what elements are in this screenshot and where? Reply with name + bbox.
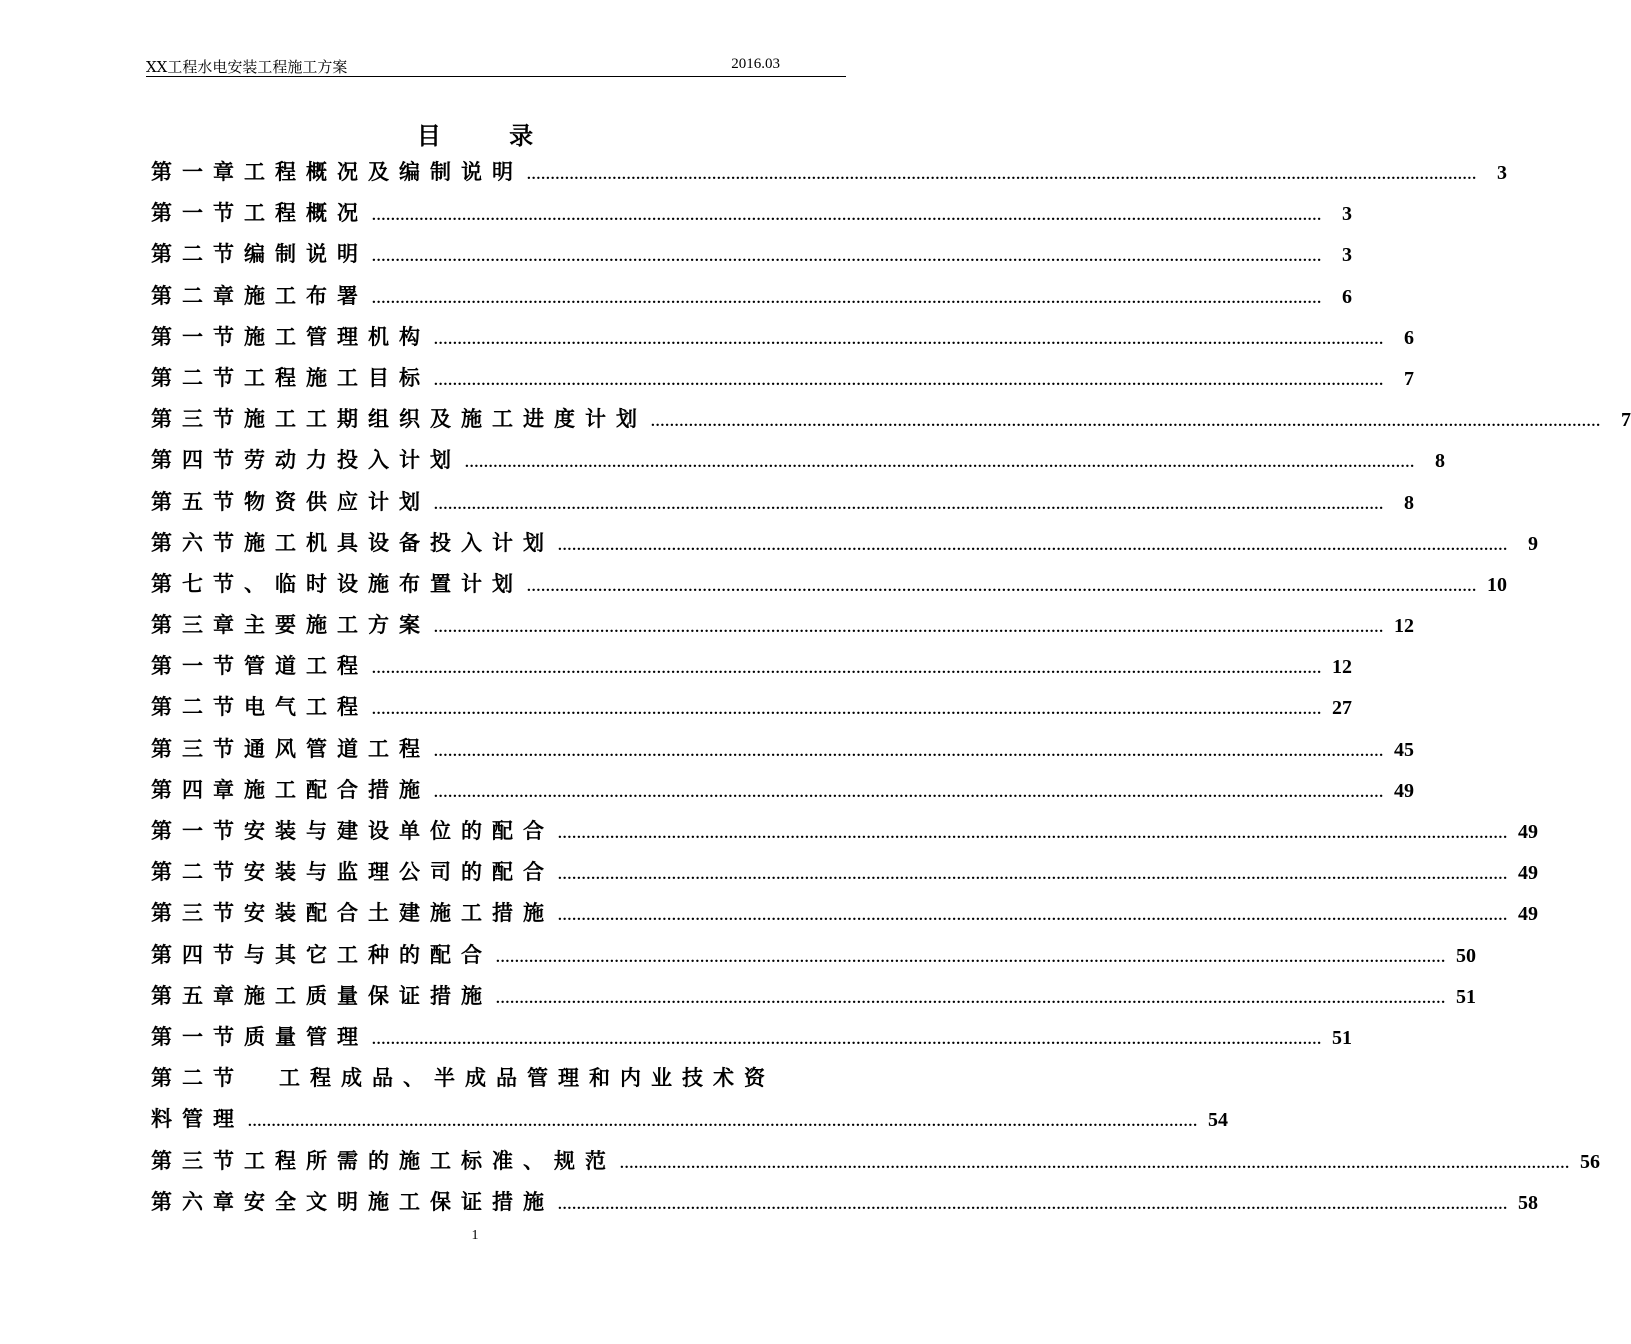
toc-entry-number: 第三节: [151, 735, 244, 761]
toc-entry-page: 45: [1394, 738, 1414, 761]
toc-entry-number: 第二节: [151, 364, 244, 390]
toc-entry[interactable]: [151, 686, 1352, 727]
page-header: [146, 56, 846, 77]
toc-entry[interactable]: [151, 1016, 1352, 1057]
toc-entry-text: 管道工程: [244, 653, 368, 679]
toc-entry-page: 3: [1497, 162, 1507, 184]
toc-leader-dots: ........................................................................................................................................................................................................: [527, 167, 1477, 183]
toc-entry-number: 第二章: [151, 282, 244, 308]
toc-entry-number: 第三节: [151, 406, 244, 432]
toc-entry-page: 8: [1404, 491, 1414, 514]
toc-entry-page: 7: [1404, 367, 1414, 390]
toc-entry[interactable]: [151, 522, 1538, 563]
page-number: 1: [471, 1228, 479, 1243]
toc-entry: [151, 1057, 846, 1098]
toc-entry-page: 51: [1456, 985, 1476, 1008]
toc-entry-number: 第二节: [151, 241, 244, 267]
toc-entry-page: 50: [1456, 944, 1476, 967]
toc-entry-page: 49: [1518, 903, 1538, 926]
toc-entry[interactable]: [151, 233, 1352, 274]
toc-entry-page: 3: [1342, 244, 1352, 267]
toc-leader-dots: ........................................................................................................................................................................................................: [651, 414, 1601, 431]
toc-entry-page: 12: [1332, 656, 1352, 679]
toc-leader-dots: ........................................................................................................................................................................................................: [558, 826, 1508, 842]
toc-entry-page: 3: [1342, 203, 1352, 226]
toc-entry[interactable]: [151, 275, 1352, 316]
toc-entry-page: 6: [1342, 285, 1352, 308]
toc-entry-number: 第三节: [151, 1147, 244, 1173]
toc-leader-dots: ........................................................................................................................................................................................................: [248, 1114, 1198, 1131]
toc-entry-text: 安装配合土建施工措施: [244, 900, 554, 926]
toc-entry[interactable]: [151, 192, 1352, 233]
toc-entry-continued: [151, 1098, 1228, 1139]
toc-entry-text: 施工配合措施: [244, 776, 430, 802]
toc-leader-dots: ........................................................................................................................................................................................................: [558, 1196, 1508, 1213]
toc-leader-dots: ........................................................................................................................................................................................................: [558, 867, 1508, 884]
toc-entry[interactable]: [151, 563, 1507, 604]
toc-entry-page: 54: [1208, 1109, 1228, 1132]
header-date: 2016.03: [731, 56, 780, 72]
toc-entry-page: 49: [1518, 862, 1538, 885]
toc-entry-number: 第五章: [151, 982, 244, 1008]
toc-entry-text: 电气工程: [244, 694, 368, 720]
toc-entry-number: 第一节: [151, 200, 244, 226]
toc-leader-dots: ........................................................................................................................................................................................................: [558, 908, 1508, 925]
toc-entry-number: 第四节: [151, 941, 244, 967]
toc-leader-dots: ........................................................................................................................................................................................................: [434, 620, 1384, 637]
toc-entry-page: 10: [1487, 573, 1507, 596]
toc-entry-page: 12: [1394, 615, 1414, 638]
toc-entry[interactable]: [151, 357, 1414, 398]
toc-leader-dots: ........................................................................................................................................................................................................: [372, 290, 1322, 307]
toc-entry[interactable]: [151, 728, 1414, 769]
toc-entry-text: 安装与建设单位的配合: [244, 818, 554, 843]
toc-entry-number: 第二节: [151, 1065, 244, 1091]
toc-entry-number: 第一节: [151, 818, 244, 843]
toc-leader-dots: ........................................................................................................................................................................................................: [496, 949, 1446, 966]
toc-entry[interactable]: [151, 481, 1414, 522]
toc-leader-dots: ........................................................................................................................................................................................................: [372, 702, 1322, 719]
toc-entry-number: 第七节、: [151, 570, 275, 596]
toc-entry-text: 工程概况: [244, 200, 368, 226]
toc-entry[interactable]: [151, 151, 1507, 192]
toc-entry-text: 工程所需的施工标准、规范: [244, 1147, 616, 1173]
toc-entry-text: 工程成品、半成品管理和内业技术资: [279, 1065, 775, 1091]
toc-entry-text: 质量管理: [244, 1023, 368, 1049]
toc-entry[interactable]: [151, 810, 1538, 851]
toc-entry-text: 工程概况及编制说明: [244, 159, 523, 184]
toc-entry-text: 安全文明施工保证措施: [244, 1188, 554, 1214]
toc-leader-dots: ........................................................................................................................................................................................................: [620, 1155, 1570, 1172]
toc-entry-text: 编制说明: [244, 241, 368, 267]
toc-entry[interactable]: [151, 892, 1538, 933]
toc-entry-number: 第五节: [151, 488, 244, 514]
toc-entry[interactable]: [151, 316, 1414, 357]
toc-entry-text: 施工管理机构: [244, 323, 430, 349]
toc-leader-dots: ........................................................................................................................................................................................................: [434, 372, 1384, 389]
header-title: XX工程水电安装工程施工方案: [146, 58, 348, 76]
toc-leader-dots: ........................................................................................................................................................................................................: [434, 496, 1384, 513]
toc-entry[interactable]: [151, 1181, 1538, 1222]
toc-entry-page: 49: [1394, 779, 1414, 802]
toc-entry-text: 物资供应计划: [244, 488, 430, 514]
toc-entry-text: 施工布署: [244, 282, 368, 308]
toc-leader-dots: ........................................................................................................................................................................................................: [558, 537, 1508, 554]
toc-entry-text: 主要施工方案: [244, 612, 430, 638]
toc-entry[interactable]: [151, 851, 1538, 892]
table-of-contents: [151, 151, 1631, 1222]
toc-entry-page: 56: [1580, 1150, 1600, 1173]
toc-entry-text: 施工机具设备投入计划: [244, 529, 554, 555]
toc-entry-page: 6: [1404, 326, 1414, 349]
toc-leader-dots: ........................................................................................................................................................................................................: [372, 208, 1322, 225]
toc-leader-dots: ........................................................................................................................................................................................................: [496, 990, 1446, 1007]
toc-entry-text: 通风管道工程: [244, 735, 430, 761]
toc-leader-dots: ........................................................................................................................................................................................................: [434, 743, 1384, 760]
toc-entry[interactable]: [151, 645, 1352, 686]
toc-entry-number: 第四章: [151, 776, 244, 802]
toc-entry-number: 第四节: [151, 447, 244, 473]
toc-leader-dots: ........................................................................................................................................................................................................: [372, 661, 1322, 678]
toc-entry[interactable]: [151, 934, 1476, 975]
toc-entry-number: 第六章: [151, 1188, 244, 1214]
toc-entry-number: 第一章: [151, 159, 244, 184]
toc-entry-page: 49: [1518, 821, 1538, 843]
toc-entry-page: 9: [1528, 532, 1538, 555]
toc-entry-page: 7: [1621, 409, 1631, 432]
toc-entry-page: 8: [1435, 450, 1445, 473]
toc-entry-text: 临时设施布置计划: [275, 570, 523, 596]
toc-leader-dots: ........................................................................................................................................................................................................: [372, 1031, 1322, 1048]
toc-entry-text: 安装与监理公司的配合: [244, 859, 554, 885]
toc-entry-number: 第一节: [151, 323, 244, 349]
toc-entry-text: 与其它工种的配合: [244, 941, 492, 967]
toc-leader-dots: ........................................................................................................................................................................................................: [434, 784, 1384, 801]
toc-entry[interactable]: [151, 439, 1445, 480]
toc-leader-dots: ........................................................................................................................................................................................................: [434, 331, 1384, 348]
toc-entry-page: 58: [1518, 1191, 1538, 1214]
toc-leader-dots: ........................................................................................................................................................................................................: [372, 249, 1322, 266]
toc-leader-dots: ........................................................................................................................................................................................................: [465, 455, 1415, 472]
toc-entry[interactable]: [151, 1140, 1600, 1181]
toc-entry-number: 第一节: [151, 653, 244, 679]
toc-entry[interactable]: [151, 975, 1476, 1016]
toc-entry-text: 施工质量保证措施: [244, 982, 492, 1008]
toc-leader-dots: ........................................................................................................................................................................................................: [527, 578, 1477, 595]
toc-entry-number: 第三章: [151, 612, 244, 638]
toc-entry-number: 第一节: [151, 1023, 244, 1049]
toc-entry-text: 劳动力投入计划: [244, 447, 461, 473]
toc-entry-text: 施工工期组织及施工进度计划: [244, 406, 647, 432]
toc-entry[interactable]: [151, 604, 1414, 645]
toc-entry-text: 料管理: [151, 1106, 244, 1132]
toc-entry-number: 第六节: [151, 529, 244, 555]
toc-entry-page: 51: [1332, 1026, 1352, 1049]
toc-title: 目 录: [416, 121, 564, 150]
toc-entry-page: 27: [1332, 697, 1352, 720]
toc-entry-text: 工程施工目标: [244, 364, 430, 390]
toc-entry[interactable]: [151, 398, 1631, 439]
toc-entry-number: 第二节: [151, 859, 244, 885]
toc-entry-number: 第二节: [151, 694, 244, 720]
toc-entry-number: 第三节: [151, 900, 244, 926]
toc-entry[interactable]: [151, 769, 1414, 810]
